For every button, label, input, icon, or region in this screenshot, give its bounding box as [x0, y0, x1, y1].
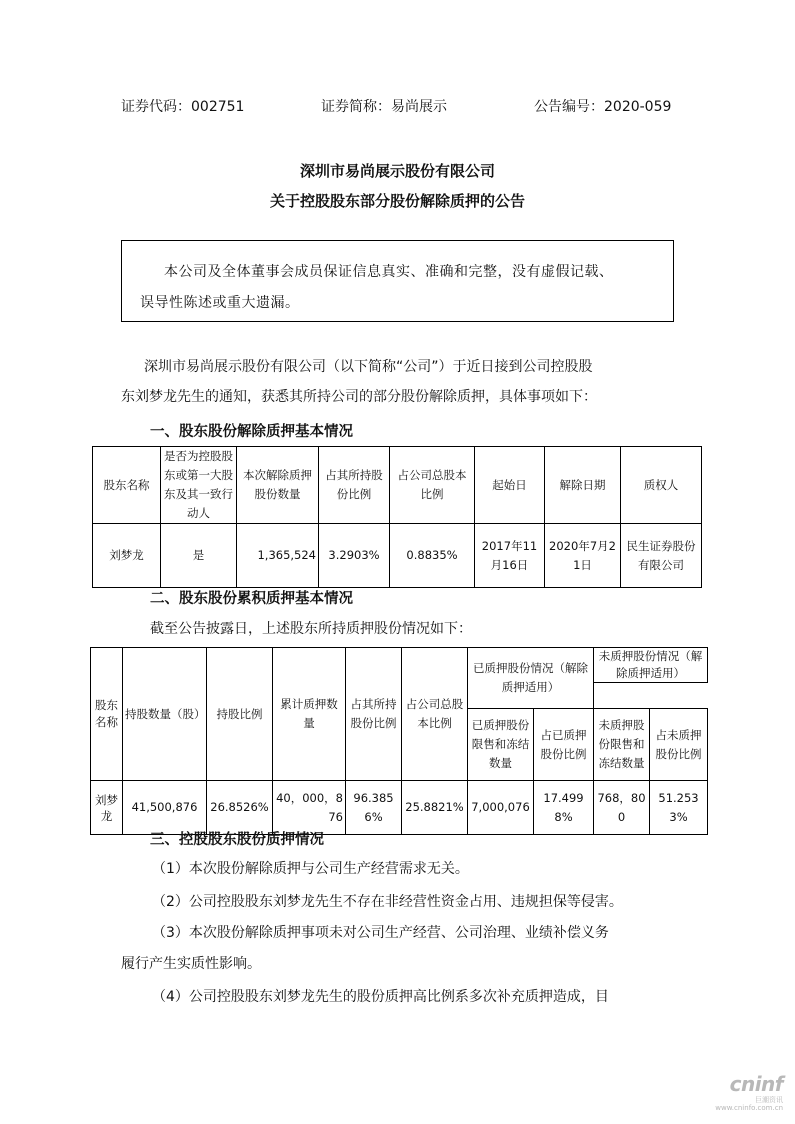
cell-holder: 刘梦龙: [93, 524, 161, 588]
cumulative-pledge-table: [90, 647, 708, 835]
cell-pledged-restricted: 7,000,076: [468, 781, 534, 835]
cell-holding-pct: 3.2903%: [319, 524, 390, 588]
stock-short-name: 证券简称：易尚展示: [321, 99, 447, 115]
stock-code: 证券代码：002751: [121, 99, 245, 115]
th-pct-holding: 占其所持股份比例: [346, 648, 402, 781]
cell-unpledged-restricted: 768，800: [594, 781, 650, 835]
section-2-intro: 截至公告披露日，上述股东所持质押股份情况如下：: [150, 621, 472, 637]
th-pledgee: 质权人: [621, 447, 702, 524]
th-holder: 股东名称: [93, 447, 161, 524]
th-pledged-restricted: 已质押股份限售和冻结数量: [468, 709, 534, 781]
th-unpledged-restricted: 未质押股份限售和冻结数量: [594, 709, 650, 781]
th-holding-pct: 占其所持股份比例: [319, 447, 390, 524]
disclaimer-line-1: 本公司及全体董事会成员保证信息真实、准确和完整，没有虚假记载、: [164, 264, 614, 280]
cell-pct-total: 25.8821%: [402, 781, 468, 835]
section-3-item-3-line-2: 履行产生实质性影响。: [121, 956, 261, 972]
cell-pledgee: 民生证券股份有限公司: [621, 524, 702, 588]
section-1-heading: 一、股东股份解除质押基本情况: [150, 424, 353, 440]
cell-release-qty: 1,365,524: [237, 524, 319, 588]
th-controlling: 是否为控股股东或第一大股东及其一致行动人: [161, 447, 237, 524]
disclaimer-box: [121, 240, 674, 322]
cell-ratio: 26.8526%: [207, 781, 273, 835]
cninfo-logo: [715, 1072, 783, 1112]
logo-url: www.cninfo.com.cn: [715, 1104, 783, 1112]
section-3-item-3-line-1: （3）本次股份解除质押事项未对公司生产经营、公司治理、业绩补偿义务: [152, 925, 609, 941]
pledge-release-table: [92, 446, 702, 588]
th-pct-total: 占公司总股本比例: [402, 648, 468, 781]
cell-controlling: 是: [161, 524, 237, 588]
cell-unpledged-pct: 51.2533%: [650, 781, 708, 835]
table-row: [91, 781, 708, 835]
section-2-heading: 二、股东股份累积质押基本情况: [150, 591, 353, 607]
disclaimer-line-2: 误导性陈述或重大遗漏。: [140, 295, 300, 311]
cell-pct-holding: 96.3856%: [346, 781, 402, 835]
th-pledged-group: 已质押股份情况（解除质押适用）: [468, 648, 594, 709]
th-ratio: 持股比例: [207, 648, 273, 781]
cell-total-pct: 0.8835%: [390, 524, 475, 588]
cell-release-date: 2020年7月21日: [545, 524, 621, 588]
th-unpledged-pct: 占未质押股份比例: [650, 709, 708, 781]
cell-cumulative: 40，000，876: [273, 781, 346, 835]
th-release-date: 解除日期: [545, 447, 621, 524]
section-3-heading: 三、控股股东股份质押情况: [150, 832, 324, 848]
th-unpledged-group: 未质押股份情况（解除质押适用）: [594, 648, 708, 683]
th-total-pct: 占公司总股本比例: [390, 447, 475, 524]
section-3-item-1: （1）本次股份解除质押与公司生产经营需求无关。: [152, 861, 469, 877]
cell-shares: 41,500,876: [123, 781, 207, 835]
th-holder: 股东名称: [91, 648, 123, 781]
intro-line-2: 东刘梦龙先生的通知，获悉其所持公司的部分股份解除质押，具体事项如下：: [121, 389, 597, 405]
th-release-qty: 本次解除质押股份数量: [237, 447, 319, 524]
section-3-item-4: （4）公司控股股东刘梦龙先生的股份质押高比例系多次补充质押造成，目: [152, 989, 609, 1005]
table-header-row: [93, 447, 702, 524]
logo-cn-name: 巨潮资讯: [755, 1096, 783, 1104]
intro-line-1: 深圳市易尚展示股份有限公司（以下简称“公司”）于近日接到公司控股股: [144, 359, 593, 375]
th-shares: 持股数量（股）: [123, 648, 207, 781]
th-pledged-pct: 占已质押股份比例: [534, 709, 594, 781]
cell-holder: 刘梦龙: [91, 781, 123, 835]
logo-brand: cninf: [729, 1072, 783, 1096]
table-row: [93, 524, 702, 588]
th-cumulative: 累计质押数量: [273, 648, 346, 781]
cell-pledged-pct: 17.4998%: [534, 781, 594, 835]
section-3-item-2: （2）公司控股股东刘梦龙先生不存在非经营性资金占用、违规担保等侵害。: [152, 894, 623, 910]
notice-number: 公告编号：2020-059: [534, 99, 672, 115]
th-start-date: 起始日: [475, 447, 545, 524]
notice-title: 关于控股股东部分股份解除质押的公告: [269, 192, 525, 210]
cell-start-date: 2017年11月16日: [475, 524, 545, 588]
company-title: 深圳市易尚展示股份有限公司: [299, 162, 495, 180]
